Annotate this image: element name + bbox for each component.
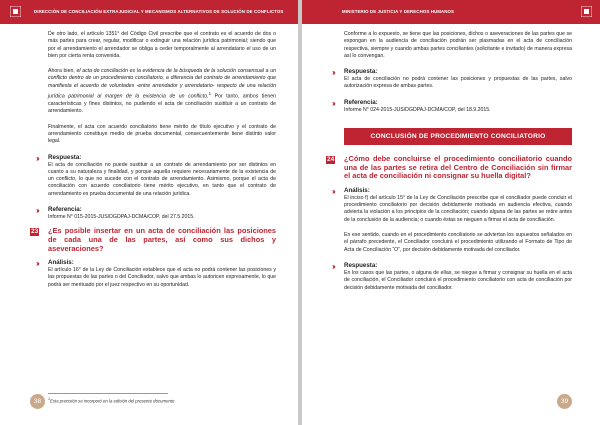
page-number: 38 <box>30 394 45 409</box>
right-column <box>327 31 572 292</box>
respuesta-text: El acta de conciliación no podrá contener las posiciones y propuestas de las partes, salvo autorización expresa de ambas partes. <box>344 76 572 90</box>
double-chevron-right-icon: ›› <box>332 97 334 108</box>
question-text: ¿Cómo debe concluirse el procedimiento conciliatorio cuando una de las partes se retira del Centro de Conciliación sin firmar el acta de conciliación ni consignar su huella digital? <box>344 154 572 181</box>
referencia-text: Informe N° 015-2015-JUS/DGDPAJ-DCMA/COP, del 27.5.2015. <box>48 214 195 221</box>
question-block <box>327 154 572 181</box>
paragraph: Ahora bien, el acta de conciliación es la evidencia de la búsqueda de la solución consensual a un conflicto dentro de un procedimiento conciliatorio, a diferencia del contrato de arrendamiento que manifiesta el acuerdo de voluntades -entre arrendador y arrendatario- respecto de una relación jurídica patrimonial al margen de la existencia de un conflicto.$^1$ Por tanto, ambos tienen características y fines distintos, no pudiendo el acta de conciliación sustituir a un contrato de arrendamiento. <box>48 68 276 115</box>
paragraph: De otro lado, el artículo 1351° del Código Civil prescribe que el contrato es el acuerdo de dos o más partes para crear, regular, modificar o extinguir una relación jurídica patrimonial; siendo que por el arrendamiento el arrendador se obliga a ceder temporalmente al arrendatario el uso de un bien por cierta renta convenida. <box>48 31 276 59</box>
respuesta-text: En los casos que las partes, o alguna de ellas, se niegue a firmar y consignar su huella en el acta de conciliación, el Conciliador concluirá el procedimiento conciliatorio con acta de conciliación por decisión debidamente motivada del conciliador. <box>344 269 572 291</box>
paragraph: Conforme a lo expuesto, se tiene que las posiciones, dichos o aseveraciones de las partes que se expongan en la audiencia de conciliación podrán ser plasmadas en el acta de conciliación respectiva, siempre y cuando ambas partes conciliantes (solicitante e invitado) de manera expresa así lo convengan. <box>344 31 572 59</box>
analisis-text: El inciso f) del artículo 15° de la Ley de Conciliación prescribe que el conciliador puede concluir el procedimiento conciliatorio por decisión debidamente motivada en audiencia efectiva, cuando advierta la violación a los principios de la conciliación; cuando alguna de las partes se retire antes de la conclusión de la audiencia; o cuando éstas se nieguen a firmar el acta de conciliación. <box>344 194 572 223</box>
ministry-emblem-icon <box>581 6 592 17</box>
double-chevron-right-icon: ›› <box>36 258 38 269</box>
respuesta-heading: ›› Respuesta: <box>332 260 378 271</box>
page-header <box>302 0 600 24</box>
referencia-heading: ›› Referencia: <box>332 97 378 108</box>
ministry-emblem-icon <box>10 6 21 17</box>
referencia-heading: ›› Referencia: <box>36 205 82 216</box>
section-banner: CONCLUSIÓN DE PROCEDIMIENTO CONCILIATORIO <box>344 128 572 145</box>
analisis-text: El artículo 16° de la Ley de Conciliación establece que el acta no podrá contener las posiciones y las propuestas de las partes o del Conciliador, salvo que ambas lo autoricen expresamente, lo que podrá ser merituado por el juez respectivo en su oportunidad. <box>48 267 276 288</box>
footnote: $^1$Esta precisión se incorporó en la edición del presente documento <box>48 396 175 403</box>
left-page <box>0 0 298 425</box>
double-chevron-right-icon: ›› <box>332 260 334 271</box>
footnote-divider <box>48 393 168 394</box>
double-chevron-right-icon: ›› <box>36 152 38 163</box>
referencia-text: Informe N° 024-2015-JUS/DGDPAJ-DCMA/COP, del 18.9.2015. <box>344 106 491 113</box>
question-block <box>31 226 276 253</box>
question-number: 24 <box>327 156 335 164</box>
paragraph: Finalmente, el acta con acuerdo conciliatorio tiene mérito de título ejecutivo y el contrato de arrendamiento constituye medio de prueba documental, consecuentemente tiene distinto valor legal. <box>48 123 276 145</box>
double-chevron-right-icon: ›› <box>36 205 38 216</box>
analisis-heading: ›› Análisis: <box>36 258 74 269</box>
respuesta-heading: ›› Respuesta: <box>332 67 378 78</box>
header-title: DIRECCIÓN DE CONCILIACIÓN EXTRAJUDICIAL Y MECANISMOS ALTERNATIVOS DE SOLUCIÓN DE CONFLICTOS <box>34 9 284 14</box>
page-header <box>0 0 298 24</box>
question-text: ¿Es posible insertar en un acta de conciliación las posiciones de cada una de las partes, así como sus dichos y aseveraciones? <box>48 226 276 253</box>
analisis-text: En ese sentido, cuando en el procedimiento conciliatorio se adviertan los supuestos señalados en el párrafo precedente, el Conciliador concluirá el procedimiento utilizando el Formato de Tipo de Acta de Conciliación “O”, por decisión debidamente motivada del conciliador. <box>344 232 572 253</box>
analisis-heading: ›› Análisis: <box>332 185 370 196</box>
respuesta-text: El acta de conciliación no puede sustituir a un contrato de arrendamiento por ser distintos en cuanto a su naturaleza y finalidad, y porque aquella requiere necesariamente de la existencia de un conflicto, lo que no sucede con el contrato de arrendamiento. Asimismo, porque el acta de conciliación con acuerdo conciliatorio tiene mérito ejecutivo, en tanto que el contrato de arrendamiento es prueba documental de una relación jurídica. <box>48 161 276 197</box>
left-column <box>31 31 276 289</box>
double-chevron-right-icon: ›› <box>332 67 334 78</box>
page-number: 39 <box>557 394 572 409</box>
right-page <box>302 0 600 425</box>
header-title: MINISTERIO DE JUSTICIA Y DERECHOS HUMANOS <box>342 9 455 14</box>
respuesta-heading: ›› Respuesta: <box>36 152 82 163</box>
double-chevron-right-icon: ›› <box>332 185 334 196</box>
footnote-ref: 1 <box>208 91 212 97</box>
question-number: 23 <box>31 228 39 236</box>
